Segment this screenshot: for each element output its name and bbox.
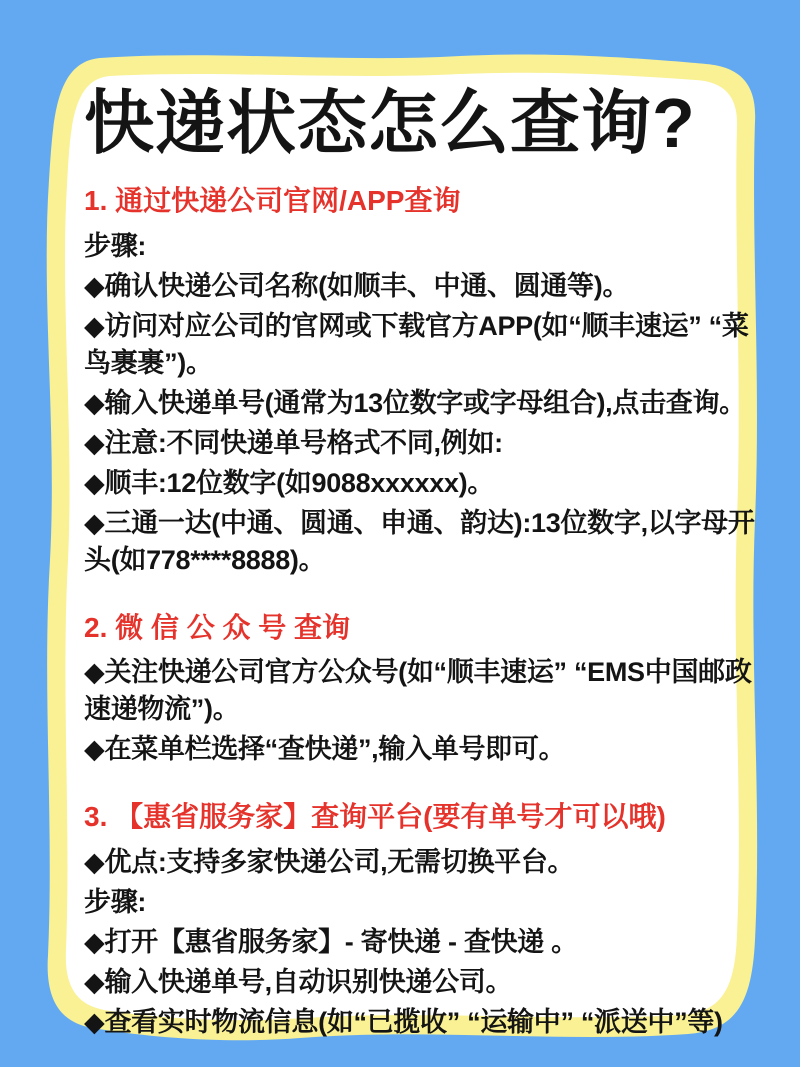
section-1-bullet-visit-website: ◆访问对应公司的官网或下载官方APP(如“顺丰速运” “菜鸟裹裹”)。 (84, 310, 749, 378)
section-1-bullet-confirm-company: ◆确认快递公司名称(如顺丰、中通、圆通等)。 (84, 270, 630, 301)
section-2-heading: 2. 微 信 公 众 号 查询 (84, 611, 351, 643)
section-3-heading: 3. 【惠省服务家】查询平台(要有单号才可以哦) (84, 801, 666, 833)
section-1-bullet-note-formats: ◆注意:不同快递单号格式不同,例如: (84, 427, 503, 458)
section-official-website-app (84, 182, 756, 579)
section-huisheng-platform (84, 798, 756, 1041)
section-1-heading: 1. 通过快递公司官网/APP查询 (84, 184, 461, 216)
page-title: 快递状态怎么查询? (84, 84, 696, 162)
section-1-bullet-sf-format: ◆顺丰:12位数字(如9088xxxxxx)。 (84, 467, 495, 498)
section-3-bullet-advantage: ◆优点:支持多家快递公司,无需切换平台。 (84, 847, 575, 878)
section-3-steps-label: 步骤: (84, 887, 147, 918)
section-3-bullet-auto-detect: ◆输入快递单号,自动识别快递公司。 (84, 967, 513, 998)
section-wechat-official-account (84, 609, 756, 769)
section-3-bullet-open-app: ◆打开【惠省服务家】- 寄快递 - 查快递 。 (84, 927, 578, 958)
section-3-bullet-view-logistics: ◆查看实时物流信息(如“已揽收” “运输中” “派送中”等) (84, 1007, 723, 1038)
section-1-steps-label: 步骤: (84, 230, 147, 261)
section-1-bullet-santongyida-format: ◆三通一达(中通、圆通、申通、韵达):13位数字,以字母开头(如778****8888)。 (84, 507, 755, 575)
card-content (84, 84, 756, 1044)
section-2-bullet-follow-account: ◆关注快递公司官方公众号(如“顺丰速运” “EMS中国邮政速递物流”)。 (84, 657, 752, 725)
section-2-bullet-menu-query: ◆在菜单栏选择“查快递”,输入单号即可。 (84, 734, 566, 765)
section-1-bullet-enter-number: ◆输入快递单号(通常为13位数字或字母组合),点击查询。 (84, 387, 746, 418)
